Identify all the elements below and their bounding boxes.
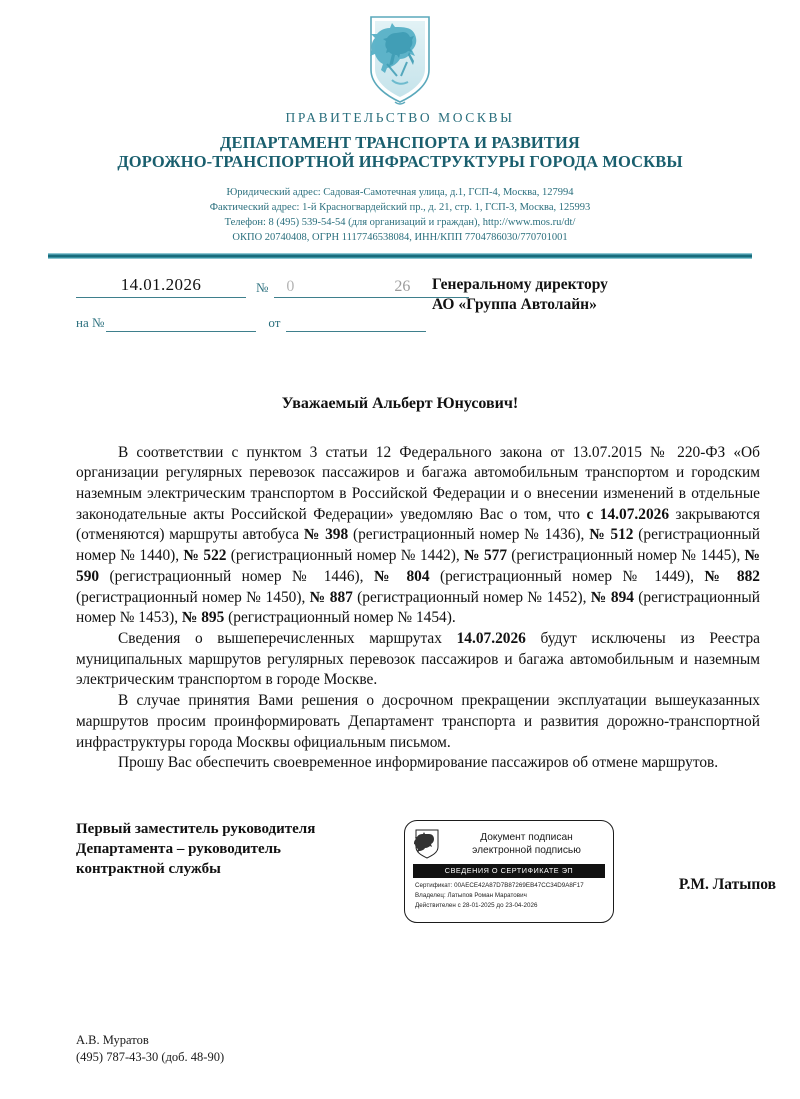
registry-codes: ОКПО 20740408, ОГРН 1117746538084, ИНН/КПП 7704786030/770701001 [232, 231, 568, 243]
effective-date-2: 14.07.2026 [456, 630, 526, 648]
route-registration-number: (регистрационный номер № 1453), [76, 588, 760, 627]
body-paragraph-2 [76, 629, 760, 691]
phone-and-website: Телефон: 8 (495) 539-54-54 (для организаций и граждан), http://www.mos.ru/dt/ [224, 216, 576, 228]
actual-address: Фактический адрес: 1-й Красногвардейский пр., д. 21, стр. 1, ГСП-3, Москва, 125993 [209, 201, 591, 213]
salutation: Уважаемый Альберт Юнусович! [281, 394, 519, 412]
legal-address: Юридический адрес: Садовая-Самотечная улица, д.1, ГСП-4, Москва, 127994 [226, 186, 574, 198]
paragraph-2-tail: будут исключены из Реестра муниципальных маршрутов регулярных перевозок пассажиров и багажа автомобильным и наземным электрическим транспортом в городе Москве. [76, 630, 760, 689]
route-registration-number: (регистрационный номер № 1440), [76, 526, 760, 565]
letterhead-contact-block [0, 186, 800, 246]
esign-certificate-details [412, 881, 606, 911]
route-registration-number: (регистрационный номер № 1454). [224, 609, 456, 627]
route-registration-number: (регистрационный номер № 1446), [99, 567, 374, 585]
esign-heading-line-2: электронной подписью [472, 845, 581, 857]
esign-header [412, 827, 606, 862]
body-paragraph-4: Прошу Вас обеспечить своевременное информирование пассажиров об отмене маршрутов. [118, 754, 719, 772]
number-label: № [256, 279, 269, 295]
letterhead [0, 0, 800, 259]
paragraph-1-intro: В соответствии с пунктом 3 статьи 12 Федерального закона от 13.07.2015 № 220-ФЗ «Об организации регулярных перевозок пассажиров и багажа автомобильным транспортом и городским наземным электрическим транспортом в Российской Федерации и о внесении изменений в отдельные законодательные акты Российской Федерации» уведомляю Вас о том, что [76, 443, 760, 523]
header-divider [48, 253, 752, 259]
route-number: № 512 [589, 526, 634, 544]
route-registration-number: (регистрационный номер № 1445), [507, 547, 745, 565]
route-number: № 887 [309, 588, 353, 606]
department-title-line-1: ДЕПАРТАМЕНТ ТРАНСПОРТА И РАЗВИТИЯ [220, 133, 580, 152]
paragraph-1-tail: закрываются (отменяются) маршруты автобуса [76, 505, 760, 544]
signature-area [0, 820, 800, 940]
route-number: № 895 [181, 609, 225, 627]
route-number: № 577 [463, 547, 508, 565]
department-title-line-2: ДОРОЖНО-ТРАНСПОРТНОЙ ИНФРАСТРУКТУРЫ ГОРОДА МОСКВЫ [117, 152, 683, 172]
effective-date-1: с 14.07.2026 [586, 505, 670, 523]
esign-certificate-bar: СВЕДЕНИЯ О СЕРТИФИКАТЕ ЭП [413, 864, 605, 878]
esign-certificate-owner: Владелец: Латыпов Роман Маратович [415, 891, 527, 899]
route-number: № 882 [704, 567, 760, 585]
addressee-line-2: АО «Группа Автолайн» [432, 296, 597, 314]
route-registration-number: (регистрационный номер № 1442), [226, 547, 464, 565]
route-registration-number: (регистрационный номер № 1450), [76, 588, 310, 606]
esign-certificate-serial: Сертификат: 00AECE42A87D7B87269EB47CC34D9A8F17 [415, 881, 584, 889]
route-registration-number: (регистрационный номер № 1436), [348, 526, 590, 544]
signer-title-line-1: Первый заместитель руководителя [76, 821, 316, 838]
body-paragraph-1 [76, 443, 760, 629]
document-date-field[interactable]: 14.01.2026 [76, 275, 246, 298]
document-number-suffix: 26 [394, 277, 411, 295]
moscow-coat-of-arms-icon [414, 829, 440, 859]
route-registration-number: (регистрационный номер № 1449), [429, 567, 705, 585]
signer-name: Р.М. Латыпов [678, 876, 776, 894]
from-date-field[interactable] [286, 317, 426, 332]
executor-name: А.В. Муратов [76, 1032, 149, 1047]
document-footer [76, 1032, 224, 1068]
paragraph-2-intro: Сведения о вышеперечисленных маршрутах [118, 630, 457, 648]
esign-certificate-validity: Действителен с 28-01-2025 до 23-04-2026 [415, 901, 538, 909]
signer-title [76, 820, 406, 879]
route-number: № 398 [303, 526, 349, 544]
addressee-line-1: Генеральному директору [432, 275, 608, 293]
route-number: № 894 [590, 588, 634, 606]
reference-line-reply-to [76, 315, 496, 332]
esign-heading [447, 831, 606, 858]
moscow-coat-of-arms-icon [363, 14, 437, 106]
government-title: ПРАВИТЕЛЬСТВО МОСКВЫ [285, 110, 515, 125]
route-registration-number: (регистрационный номер № 1452), [352, 588, 591, 606]
executor-phone: (495) 787-43-30 (доб. 48-90) [76, 1050, 225, 1065]
letter-body [76, 443, 760, 775]
document-number-prefix: 0 [286, 277, 296, 295]
on-number-field[interactable] [106, 317, 256, 332]
signer-title-line-2: Департамента – руководитель [76, 840, 281, 857]
route-number: № 522 [183, 547, 227, 565]
esign-heading-line-1: Документ подписан [480, 831, 573, 843]
from-label: от [268, 314, 281, 330]
signer-title-line-3: контрактной службы [76, 860, 221, 877]
electronic-signature-stamp [404, 820, 614, 923]
body-paragraph-3: В случае принятия Вами решения о досрочном прекращении эксплуатации вышеуказанных маршрутов просим проинформировать Департамент транспорта и развития дорожно-транспортной инфраструктуры города Москвы официальным письмом. [76, 692, 760, 751]
reference-and-addressee [0, 275, 800, 345]
route-number: № 590 [76, 547, 760, 585]
addressee-block [432, 275, 608, 317]
route-number: № 804 [373, 567, 430, 585]
on-number-label: на № [76, 314, 105, 330]
